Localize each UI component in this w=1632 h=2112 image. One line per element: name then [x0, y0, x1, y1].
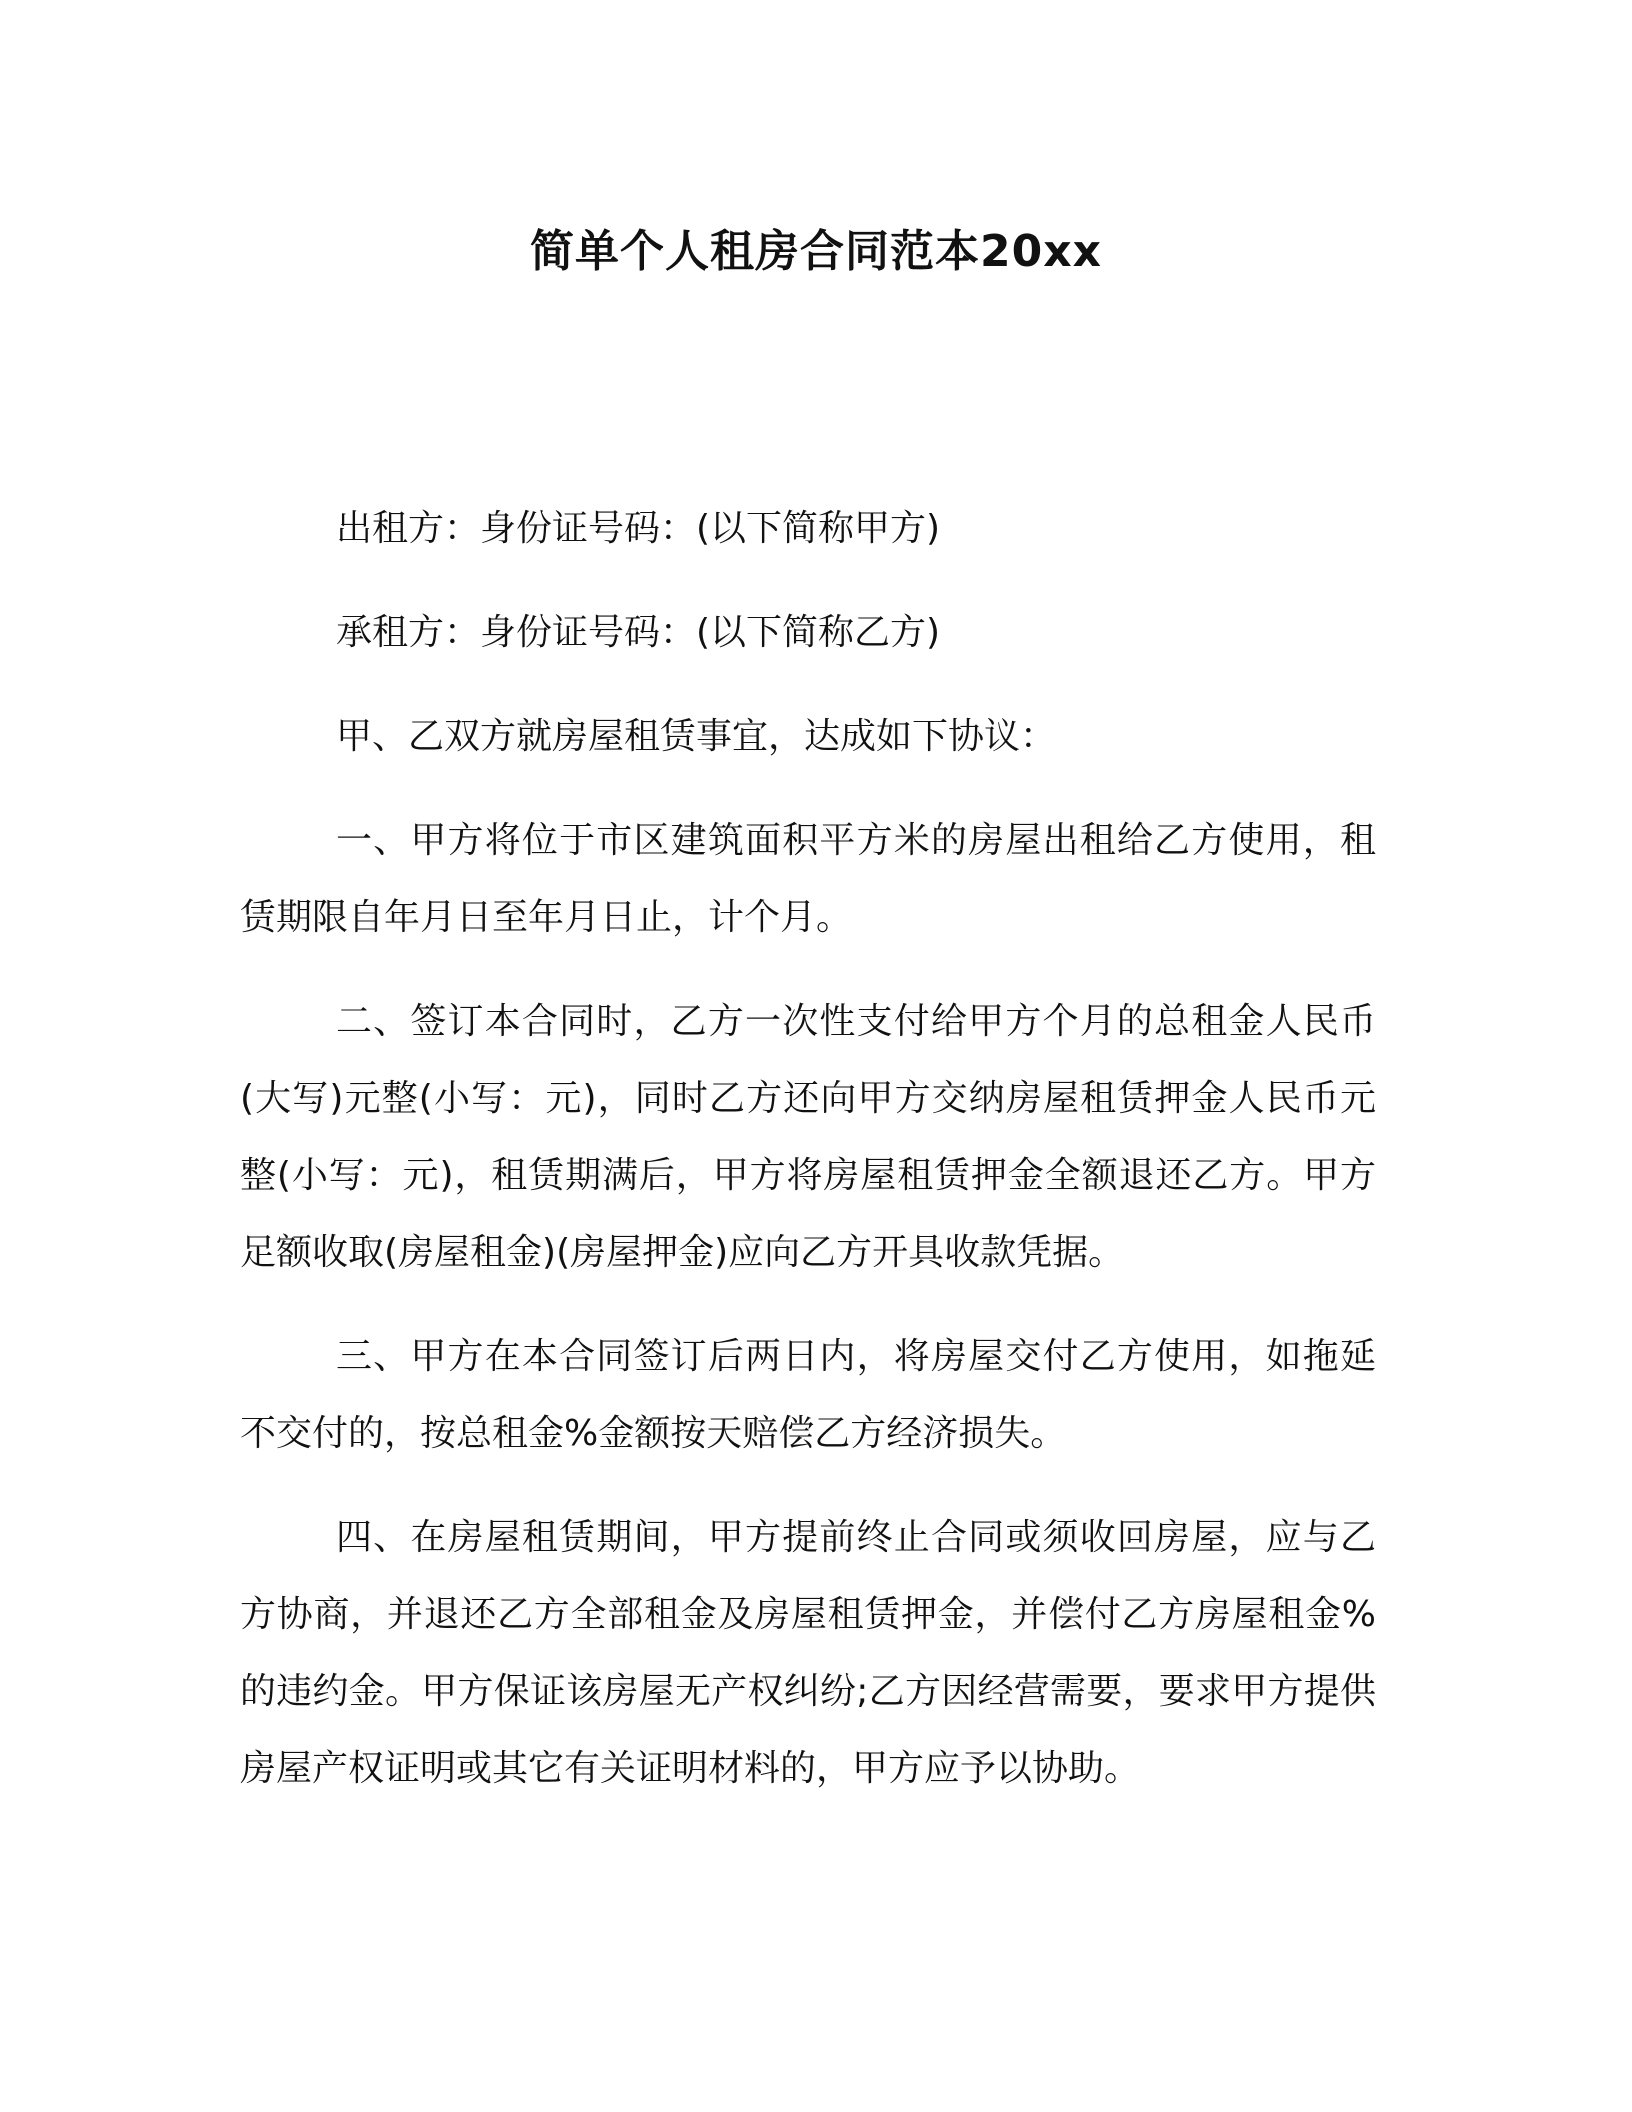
document-body [240, 490, 1376, 1834]
clause-2: 二、签订本合同时，乙方一次性支付给甲方个月的总租金人民币(大写)元整(小写：元)，同时乙方还向甲方交纳房屋租赁押金人民币元整(小写：元)，租赁期满后，甲方将房屋租赁押金全额退还乙方。甲方足额收取(房屋租金)(房屋押金)应向乙方开具收款凭据。 [240, 1001, 1376, 1273]
clause-3: 三、甲方在本合同签订后两日内，将房屋交付乙方使用，如拖延不交付的，按总租金%金额按天赔偿乙方经济损失。 [240, 1336, 1376, 1454]
lessor-line: 出租方：身份证号码：(以下简称甲方) [336, 508, 941, 549]
clause-4: 四、在房屋租赁期间，甲方提前终止合同或须收回房屋，应与乙方协商，并退还乙方全部租金及房屋租赁押金，并偿付乙方房屋租金%的违约金。甲方保证该房屋无产权纠纷;乙方因经营需要，要求甲方提供房屋产权证明或其它有关证明材料的，甲方应予以协助。 [240, 1517, 1376, 1789]
document-title: 简单个人租房合同范本20xx [530, 226, 1102, 277]
clause-1: 一、甲方将位于市区建筑面积平方米的房屋出租给乙方使用，租赁期限自年月日至年月日止，计个月。 [240, 820, 1376, 938]
agreement-intro: 甲、乙双方就房屋租赁事宜，达成如下协议： [336, 716, 1057, 757]
lessee-line: 承租方：身份证号码：(以下简称乙方) [336, 612, 941, 653]
